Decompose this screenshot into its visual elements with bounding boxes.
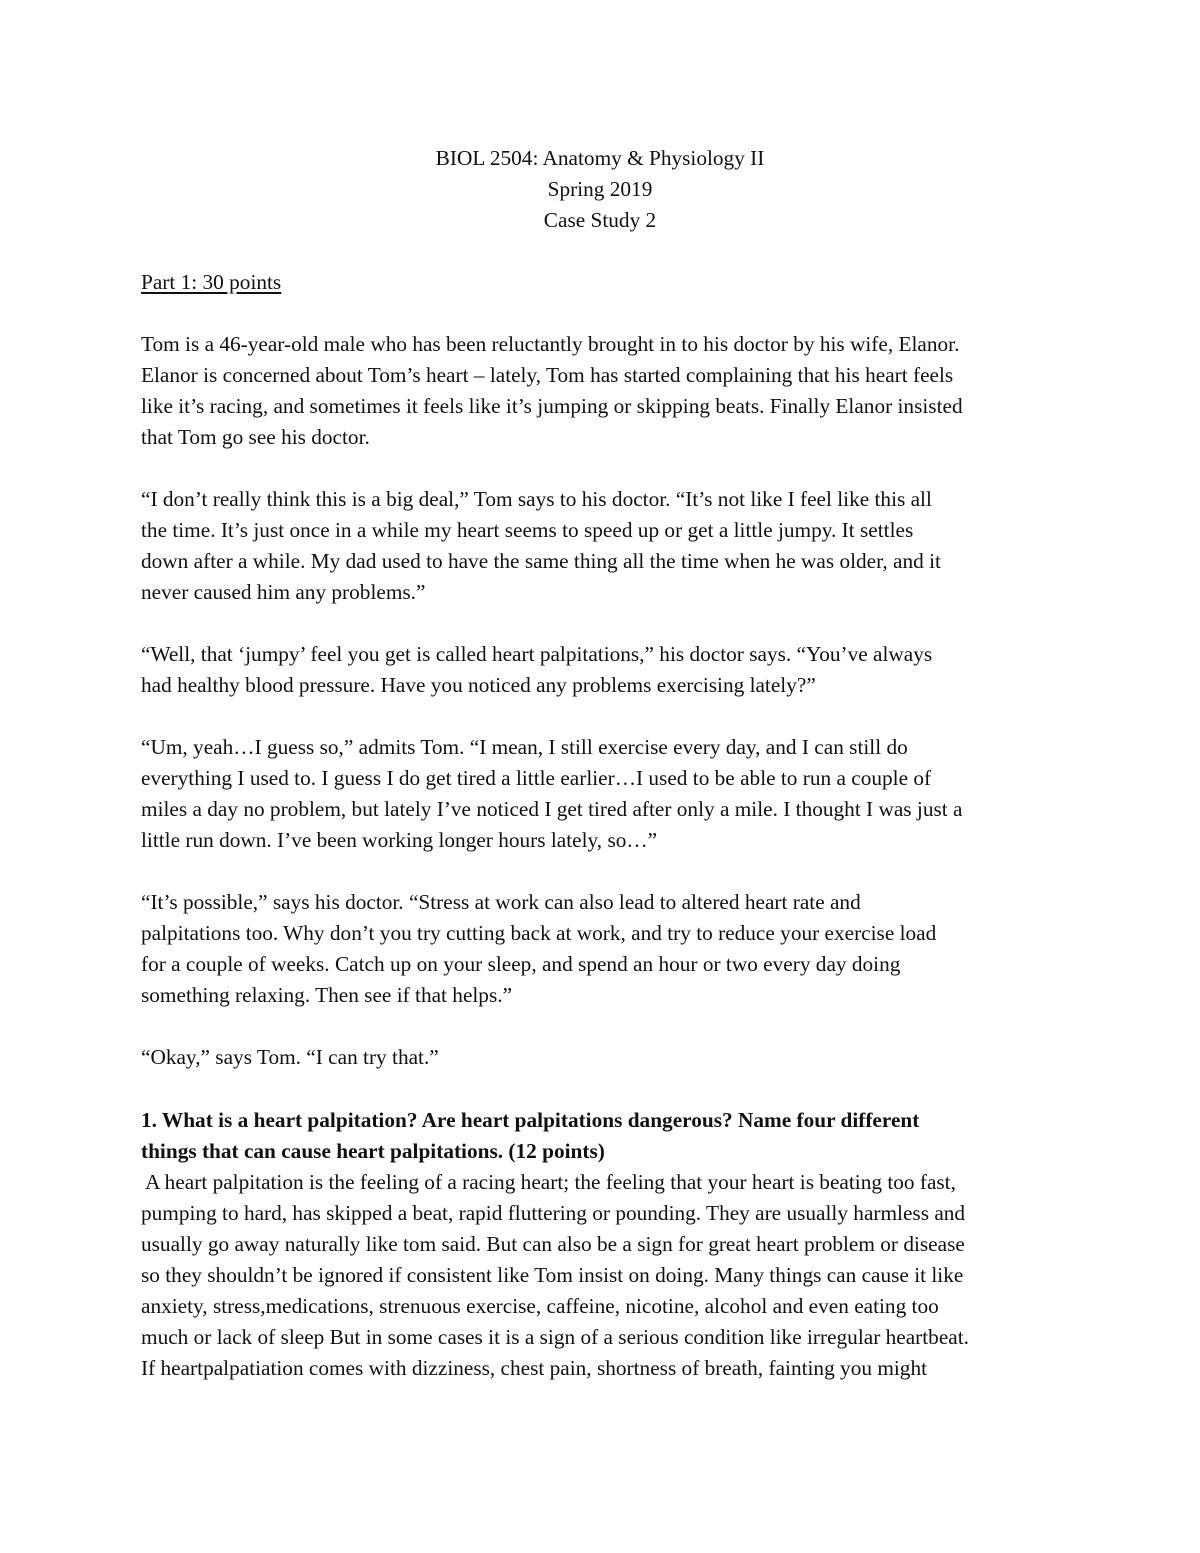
course-title: BIOL 2504: Anatomy & Physiology II [435,146,765,170]
answer-line: usually go away naturally like tom said. But can also be a sign for great heart problem or disease [141,1232,965,1256]
paragraph-line: Elanor is concerned about Tom’s heart – lately, Tom has started complaining that his heart feels [141,363,954,387]
paragraph-line: little run down. I’ve been working longer hours lately, so…” [141,828,658,852]
answer-line: pumping to hard, has skipped a beat, rapid fluttering or pounding. They are usually harmless and [141,1201,966,1225]
answer-line: anxiety, stress,medications, strenuous exercise, caffeine, nicotine, alcohol and even eating too [141,1294,939,1318]
paragraph-line: something relaxing. Then see if that helps.” [141,983,513,1007]
paragraph-line: “Okay,” says Tom. “I can try that.” [141,1045,439,1069]
paragraph-line: for a couple of weeks. Catch up on your sleep, and spend an hour or two every day doing [141,952,901,976]
question-line: 1. What is a heart palpitation? Are heart palpitations dangerous? Name four different [141,1108,920,1132]
answer-line: If heartpalpatiation comes with dizziness, chest pain, shortness of breath, fainting you might [141,1356,928,1380]
answer-line: much or lack of sleep But in some cases it is a sign of a serious condition like irregular heartbeat. [141,1325,969,1349]
paragraph-line: everything I used to. I guess I do get tired a little earlier…I used to be able to run a couple of [141,766,932,790]
part-heading: Part 1: 30 points [141,270,282,294]
paragraph-line: “I don’t really think this is a big deal,” Tom says to his doctor. “It’s not like I feel like this all [141,487,932,511]
paragraph-line: that Tom go see his doctor. [141,425,370,449]
paragraph-line: miles a day no problem, but lately I’ve noticed I get tired after only a mile. I thought I was just a [141,797,963,821]
paragraph-line: had healthy blood pressure. Have you noticed any problems exercising lately?” [141,673,816,697]
question-line: things that can cause heart palpitations. (12 points) [141,1139,605,1163]
paragraph-line: the time. It’s just once in a while my heart seems to speed up or get a little jumpy. It settles [141,518,914,542]
paragraph-line: never caused him any problems.” [141,580,426,604]
paragraph-line: down after a while. My dad used to have the same thing all the time when he was older, and it [141,549,941,573]
term: Spring 2019 [547,177,653,201]
paragraph-line: “It’s possible,” says his doctor. “Stress at work can also lead to altered heart rate and [141,890,861,914]
answer-line: A heart palpitation is the feeling of a racing heart; the feeling that your heart is beating too fast, [141,1170,956,1194]
paragraph-line: like it’s racing, and sometimes it feels like it’s jumping or skipping beats. Finally Elanor insisted [141,394,963,418]
paragraph-line: “Um, yeah…I guess so,” admits Tom. “I mean, I still exercise every day, and I can still do [141,735,908,759]
paragraph-line: Tom is a 46-year-old male who has been reluctantly brought in to his doctor by his wife, Elanor. [141,332,960,356]
paragraph-line: “Well, that ‘jumpy’ feel you get is called heart palpitations,” his doctor says. “You’ve always [141,642,933,666]
paragraph-line: palpitations too. Why don’t you try cutting back at work, and try to reduce your exercise load [141,921,937,945]
assignment-title: Case Study 2 [543,208,657,232]
answer-line: so they shouldn’t be ignored if consistent like Tom insist on doing. Many things can cause it like [141,1263,964,1287]
